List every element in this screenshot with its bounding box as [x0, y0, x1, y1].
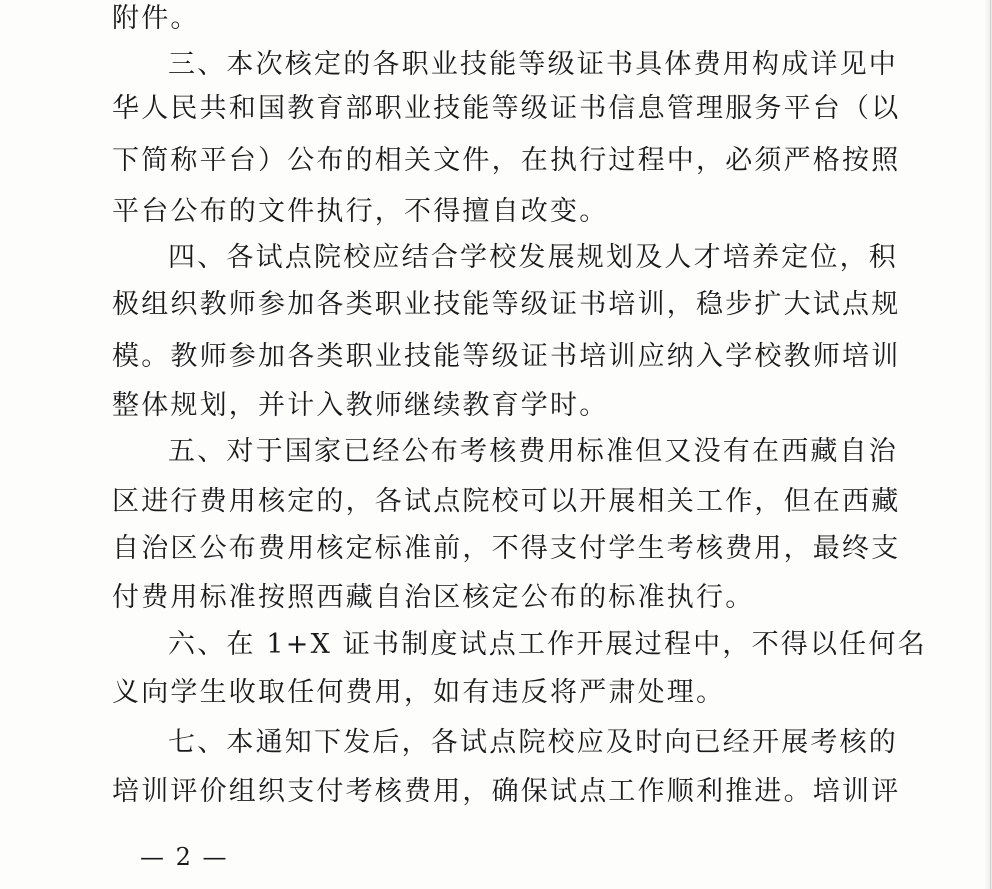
paragraph-5-line-3: 自治区公布费用核定标准前，不得支付学生考核费用，最终支: [112, 533, 901, 564]
paragraph-5-line-1: 五、对于国家已经公布考核费用标准但又没有在西藏自治: [168, 436, 898, 467]
paragraph-4-line-4: 整体规划，并计入教师继续教育学时。: [112, 390, 609, 421]
paragraph-3-line-2: 华人民共和国教育部职业技能等级证书信息管理服务平台（以: [112, 93, 901, 124]
paragraph-3-line-1: 三、本次核定的各职业技能等级证书具体费用构成详见中: [168, 49, 898, 80]
text-line-1: 附件。: [112, 3, 200, 34]
paragraph-6-line-1: 六、在 1+X 证书制度试点工作开展过程中，不得以任何名: [168, 629, 927, 660]
paragraph-4-line-3: 模。教师参加各类职业技能等级证书培训应纳入学校教师培训: [112, 341, 901, 372]
paragraph-7-line-1: 七、本通知下发后，各试点院校应及时向已经开展考核的: [168, 727, 898, 758]
paragraph-6-line-2: 义向学生收取任何费用，如有违反将严肃处理。: [112, 677, 726, 708]
paragraph-7-line-2: 培训评价组织支付考核费用，确保试点工作顺利推进。培训评: [112, 776, 901, 807]
page-edge-line: [990, 0, 991, 889]
paragraph-4-line-2: 极组织教师参加各类职业技能等级证书培训，稳步扩大试点规: [112, 289, 901, 320]
paragraph-5-line-2: 区进行费用核定的，各试点院校可以开展相关工作，但在西藏: [112, 486, 901, 517]
paragraph-5-line-4: 付费用标准按照西藏自治区核定公布的标准执行。: [112, 582, 755, 613]
paragraph-4-line-1: 四、各试点院校应结合学校发展规划及人才培养定位，积: [168, 242, 898, 273]
page-number: — 2 —: [140, 843, 229, 871]
paragraph-3-line-3: 下简称平台）公布的相关文件，在执行过程中，必须严格按照: [112, 145, 901, 176]
paragraph-3-line-4: 平台公布的文件执行，不得擅自改变。: [112, 196, 609, 227]
